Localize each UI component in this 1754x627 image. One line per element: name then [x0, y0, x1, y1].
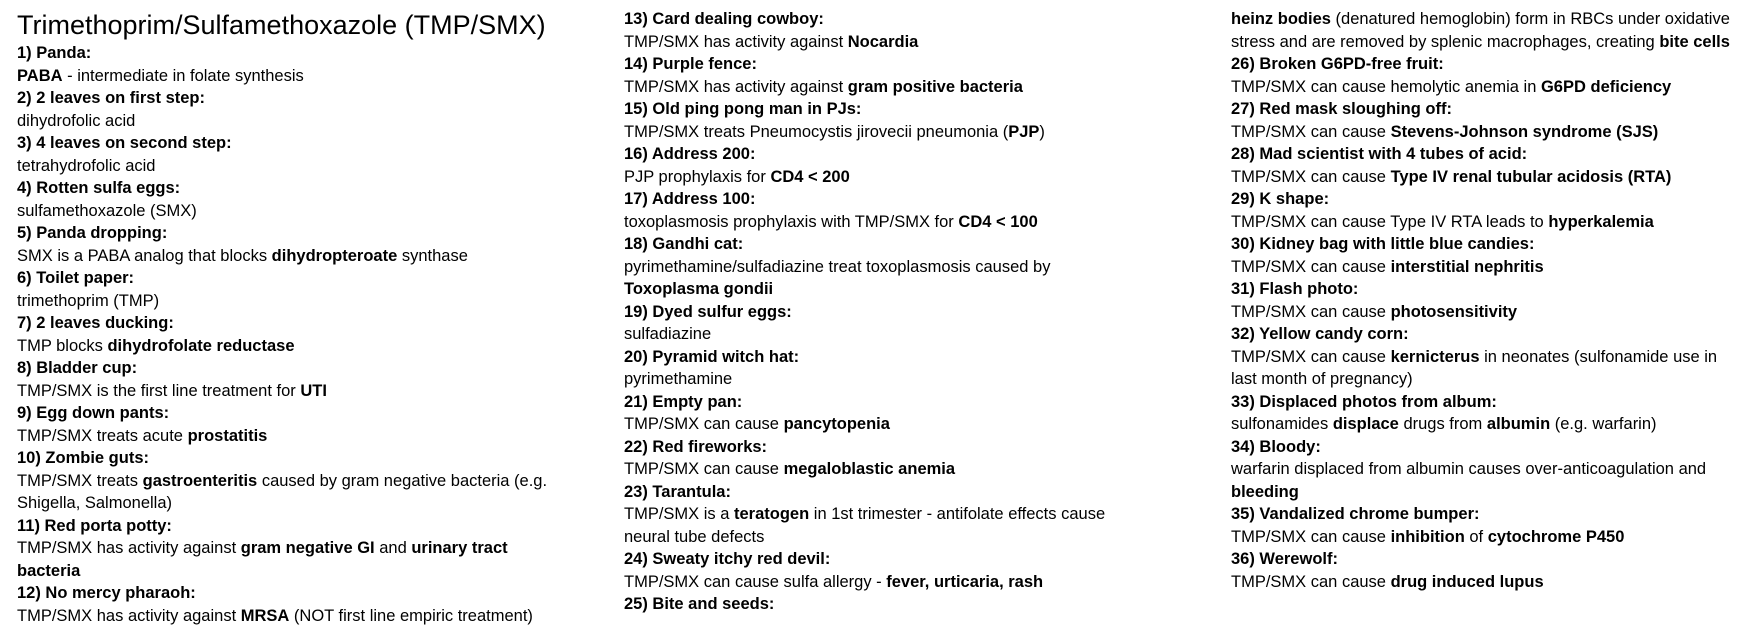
entry-heading: 34) Bloody:: [1231, 436, 1746, 459]
text-segment: (e.g. warfarin): [1550, 415, 1656, 433]
entry-heading: 25) Bite and seeds:: [624, 593, 1144, 616]
entry-description: [1231, 76, 1746, 99]
list-item: [17, 402, 557, 447]
text-segment: dihydrofolic acid: [17, 112, 135, 130]
list-item: [1231, 233, 1746, 278]
text-segment: - intermediate in folate synthesis: [63, 67, 304, 85]
entry-description: [624, 256, 1144, 301]
text-segment: pyrimethamine/sulfadiazine treat toxoplasmosis caused by: [624, 258, 1050, 276]
list-item: [1231, 391, 1746, 436]
list-item: [1231, 143, 1746, 188]
text-segment: ): [1039, 123, 1045, 141]
entry-heading: 32) Yellow candy corn:: [1231, 323, 1746, 346]
bold-term: G6PD deficiency: [1541, 78, 1671, 96]
list-item: [624, 548, 1144, 593]
entry-description: [17, 65, 557, 88]
entry-heading: 3) 4 leaves on second step:: [17, 132, 557, 155]
list-item: [624, 301, 1144, 346]
list-item: [1231, 278, 1746, 323]
text-segment: TMP/SMX can cause sulfa allergy -: [624, 573, 886, 591]
bold-term: bleeding: [1231, 483, 1299, 501]
bold-term: MRSA: [241, 607, 290, 625]
entry-description: [624, 458, 1144, 481]
text-segment: sulfonamides: [1231, 415, 1333, 433]
entry-heading: 4) Rotten sulfa eggs:: [17, 177, 557, 200]
entry-heading: 5) Panda dropping:: [17, 222, 557, 245]
bold-term: displace: [1333, 415, 1399, 433]
text-segment: PJP prophylaxis for: [624, 168, 770, 186]
entry-description: [17, 335, 557, 358]
bold-term: gastroenteritis: [143, 472, 258, 490]
entry-heading: 9) Egg down pants:: [17, 402, 557, 425]
bold-term: PJP: [1008, 123, 1039, 141]
text-segment: TMP/SMX can cause: [1231, 303, 1391, 321]
entries: [17, 42, 557, 627]
entry-description: [624, 503, 1144, 548]
text-segment: drugs from: [1399, 415, 1487, 433]
text-segment: (denatured hemoglobin) form in RBCs under oxidative stress and are removed by splenic macrophages, creating: [1231, 10, 1730, 51]
entry-description: [17, 425, 557, 448]
entry-description: [17, 245, 557, 268]
bold-term: gram positive bacteria: [848, 78, 1023, 96]
list-item: [624, 143, 1144, 188]
entry-heading: 31) Flash photo:: [1231, 278, 1746, 301]
list-item: [624, 8, 1144, 53]
text-segment: and: [375, 539, 412, 557]
bold-term: heinz bodies: [1231, 10, 1331, 28]
entry-description: [17, 155, 557, 178]
list-item: [17, 447, 557, 515]
column-3: [1231, 8, 1746, 593]
entry-description: [1231, 256, 1746, 279]
bold-term: Nocardia: [848, 33, 919, 51]
text-segment: sulfadiazine: [624, 325, 711, 343]
text-segment: TMP/SMX can cause Type IV RTA leads to: [1231, 213, 1548, 231]
text-segment: TMP/SMX can cause: [1231, 123, 1391, 141]
list-item: [17, 267, 557, 312]
entry-heading: 24) Sweaty itchy red devil:: [624, 548, 1144, 571]
entry-description: [17, 537, 557, 582]
text-segment: TMP/SMX has activity against: [624, 78, 848, 96]
list-item: [1231, 323, 1746, 391]
text-segment: of: [1465, 528, 1488, 546]
text-segment: TMP/SMX treats Pneumocystis jirovecii pneumonia (: [624, 123, 1008, 141]
entry-heading: 33) Displaced photos from album:: [1231, 391, 1746, 414]
entry-heading: 35) Vandalized chrome bumper:: [1231, 503, 1746, 526]
bold-term: prostatitis: [188, 427, 268, 445]
list-item: [1231, 98, 1746, 143]
bold-term: gram negative GI: [241, 539, 375, 557]
list-item: [17, 42, 557, 87]
bold-term: megaloblastic anemia: [784, 460, 956, 478]
entry-heading: 20) Pyramid witch hat:: [624, 346, 1144, 369]
entry-heading: 11) Red porta potty:: [17, 515, 557, 538]
entry-description: [17, 290, 557, 313]
entry-description: [624, 31, 1144, 54]
bold-term: teratogen: [734, 505, 809, 523]
entry-heading: 8) Bladder cup:: [17, 357, 557, 380]
entry-heading: 26) Broken G6PD-free fruit:: [1231, 53, 1746, 76]
entry-heading: 28) Mad scientist with 4 tubes of acid:: [1231, 143, 1746, 166]
text-segment: sulfamethoxazole (SMX): [17, 202, 197, 220]
entry-description: [624, 211, 1144, 234]
list-item: [624, 593, 1144, 616]
text-segment: TMP/SMX can cause: [1231, 348, 1391, 366]
entry-description: [624, 323, 1144, 346]
list-item: [1231, 53, 1746, 98]
entry-description: [624, 571, 1144, 594]
text-segment: TMP/SMX treats acute: [17, 427, 188, 445]
bold-term: CD4 < 200: [770, 168, 849, 186]
list-item: [624, 53, 1144, 98]
entry-description: [1231, 211, 1746, 234]
entry-heading: 19) Dyed sulfur eggs:: [624, 301, 1144, 324]
list-item: [17, 357, 557, 402]
entry-heading: 18) Gandhi cat:: [624, 233, 1144, 256]
entry-description: [1231, 346, 1746, 391]
list-item: [624, 391, 1144, 436]
list-item: [17, 87, 557, 132]
text-segment: pyrimethamine: [624, 370, 732, 388]
entry-description: [624, 368, 1144, 391]
bold-term: kernicterus: [1391, 348, 1480, 366]
bold-term: CD4 < 100: [958, 213, 1037, 231]
entry-heading: 23) Tarantula:: [624, 481, 1144, 504]
entry-heading: 17) Address 100:: [624, 188, 1144, 211]
text-segment: TMP/SMX is the first line treatment for: [17, 382, 300, 400]
list-item: [1231, 188, 1746, 233]
entry-heading: 22) Red fireworks:: [624, 436, 1144, 459]
text-segment: TMP/SMX can cause: [1231, 573, 1391, 591]
bold-term: urinary tract bacteria: [17, 539, 508, 580]
entry-description: [1231, 526, 1746, 549]
bold-term: cytochrome P450: [1488, 528, 1625, 546]
bold-term: albumin: [1487, 415, 1550, 433]
list-item: [624, 436, 1144, 481]
entry-description: [624, 121, 1144, 144]
bold-term: UTI: [300, 382, 327, 400]
bold-term: inhibition: [1391, 528, 1465, 546]
text-segment: TMP/SMX can cause: [1231, 168, 1391, 186]
entry-heading: 21) Empty pan:: [624, 391, 1144, 414]
text-segment: TMP/SMX has activity against: [17, 607, 241, 625]
entry-description: [1231, 571, 1746, 594]
bold-term: fever, urticaria, rash: [886, 573, 1043, 591]
column-1: [17, 8, 557, 627]
text-segment: TMP/SMX can cause hemolytic anemia in: [1231, 78, 1541, 96]
text-segment: TMP/SMX can cause: [624, 460, 784, 478]
text-segment: tetrahydrofolic acid: [17, 157, 156, 175]
entry-description: [624, 166, 1144, 189]
bold-term: Toxoplasma gondii: [624, 280, 773, 298]
text-segment: toxoplasmosis prophylaxis with TMP/SMX for: [624, 213, 958, 231]
text-segment: warfarin displaced from albumin causes over-anticoagulation and: [1231, 460, 1706, 478]
text-segment: TMP/SMX can cause: [624, 415, 784, 433]
entry-description: [17, 470, 557, 515]
bold-term: PABA: [17, 67, 63, 85]
text-segment: TMP/SMX treats: [17, 472, 143, 490]
entry-description: [1231, 413, 1746, 436]
entry-heading: 30) Kidney bag with little blue candies:: [1231, 233, 1746, 256]
text-segment: TMP/SMX has activity against: [624, 33, 848, 51]
entry-heading: 15) Old ping pong man in PJs:: [624, 98, 1144, 121]
list-item: [1231, 436, 1746, 504]
text-segment: synthase: [397, 247, 468, 265]
bold-term: photosensitivity: [1391, 303, 1518, 321]
bold-term: drug induced lupus: [1391, 573, 1544, 591]
bold-term: Type IV renal tubular acidosis (RTA): [1391, 168, 1672, 186]
entry-description: [1231, 8, 1746, 53]
entry-heading: 16) Address 200:: [624, 143, 1144, 166]
list-item: [17, 132, 557, 177]
list-item: [624, 481, 1144, 549]
text-segment: TMP blocks: [17, 337, 107, 355]
entry-description: [1231, 301, 1746, 324]
column-2: [624, 8, 1144, 616]
entry-heading: 14) Purple fence:: [624, 53, 1144, 76]
entry-description: [624, 76, 1144, 99]
entry-heading: 6) Toilet paper:: [17, 267, 557, 290]
text-segment: in neonates (sulfonamide use in last month of pregnancy): [1231, 348, 1717, 389]
entry-heading: 1) Panda:: [17, 42, 557, 65]
list-item: [17, 582, 557, 627]
text-segment: SMX is a PABA analog that blocks: [17, 247, 272, 265]
entry-heading: 29) K shape:: [1231, 188, 1746, 211]
entry-description: [17, 605, 557, 627]
text-segment: in 1st trimester - antifolate effects cause neural tube defects: [624, 505, 1105, 546]
entries: [624, 8, 1144, 616]
list-item: [1231, 8, 1746, 53]
text-segment: TMP/SMX can cause: [1231, 528, 1391, 546]
bold-term: hyperkalemia: [1548, 213, 1653, 231]
entry-heading: 13) Card dealing cowboy:: [624, 8, 1144, 31]
list-item: [624, 346, 1144, 391]
text-segment: trimethoprim (TMP): [17, 292, 159, 310]
entry-description: [1231, 121, 1746, 144]
entry-description: [17, 200, 557, 223]
bold-term: Stevens-Johnson syndrome (SJS): [1391, 123, 1659, 141]
list-item: [17, 312, 557, 357]
list-item: [1231, 548, 1746, 593]
list-item: [624, 188, 1144, 233]
bold-term: interstitial nephritis: [1391, 258, 1544, 276]
bold-term: dihydropteroate: [272, 247, 398, 265]
entry-description: [624, 413, 1144, 436]
entry-description: [17, 380, 557, 403]
entry-heading: 2) 2 leaves on first step:: [17, 87, 557, 110]
entry-heading: 7) 2 leaves ducking:: [17, 312, 557, 335]
text-segment: caused by gram negative bacteria (e.g. Shigella, Salmonella): [17, 472, 547, 513]
list-item: [624, 233, 1144, 301]
list-item: [17, 222, 557, 267]
list-item: [17, 515, 557, 583]
entry-heading: 36) Werewolf:: [1231, 548, 1746, 571]
list-item: [1231, 503, 1746, 548]
text-segment: TMP/SMX has activity against: [17, 539, 241, 557]
entry-heading: 27) Red mask sloughing off:: [1231, 98, 1746, 121]
bold-term: bite cells: [1659, 33, 1730, 51]
entries: [1231, 8, 1746, 593]
list-item: [17, 177, 557, 222]
page-title: Trimethoprim/Sulfamethoxazole (TMP/SMX): [17, 8, 557, 42]
text-segment: TMP/SMX can cause: [1231, 258, 1391, 276]
entry-description: [1231, 166, 1746, 189]
bold-term: pancytopenia: [784, 415, 890, 433]
entry-heading: 12) No mercy pharaoh:: [17, 582, 557, 605]
text-segment: TMP/SMX is a: [624, 505, 734, 523]
list-item: [624, 98, 1144, 143]
entry-description: [17, 110, 557, 133]
entry-heading: 10) Zombie guts:: [17, 447, 557, 470]
text-segment: (NOT first line empiric treatment): [289, 607, 533, 625]
bold-term: dihydrofolate reductase: [107, 337, 294, 355]
entry-description: [1231, 458, 1746, 503]
